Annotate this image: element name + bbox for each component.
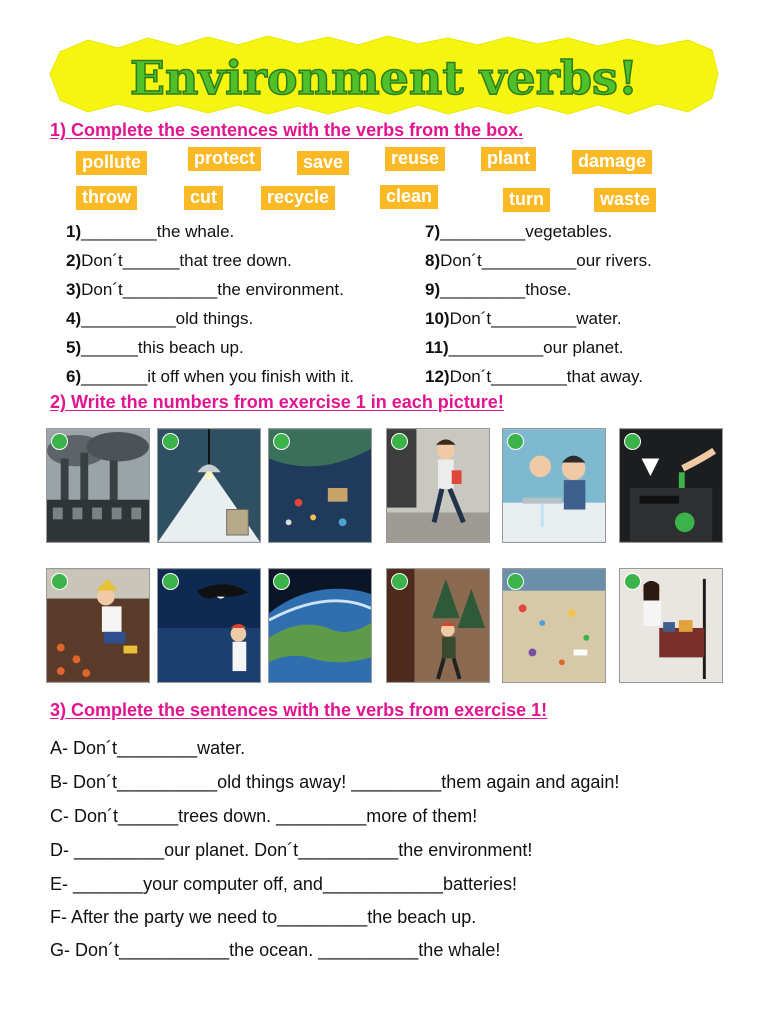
sentence-2: 2)Don´t______that tree down. [66,251,292,270]
answer-circle[interactable] [51,433,68,450]
picture-polluted-river [268,428,372,543]
exercise-2-heading: 2) Write the numbers from exercise 1 in each picture! [50,392,504,412]
exercise-3-sentence-c: C- Don´t______trees down. _________more of them! [50,806,478,826]
word-box-item: protect [188,147,261,171]
answer-circle[interactable] [162,433,179,450]
picture-boy-littering [386,428,490,543]
sentence-1: 1)________the whale. [66,222,235,241]
picture-running-tap [502,428,606,543]
title-banner [48,34,720,116]
picture-planet [268,568,372,683]
answer-circle[interactable] [391,573,408,590]
sentence-11: 11)__________our planet. [425,338,624,357]
word-box-item: damage [572,150,652,174]
sentence-7: 7)_________vegetables. [425,222,613,241]
answer-circle[interactable] [624,573,641,590]
word-box-item: throw [76,186,137,210]
word-box-item: turn [503,188,550,212]
sentence-12: 12)Don´t________that away. [425,367,644,386]
exercise-3-sentence-f: F- After the party we need to_________the beach up. [50,907,477,927]
word-box-item: plant [481,147,536,171]
exercise-3-sentence-b: B- Don´t__________old things away! _________them again and again! [50,772,620,792]
answer-circle[interactable] [273,573,290,590]
picture-factory-pollution [46,428,150,543]
word-box-item: clean [380,185,438,209]
title-text: Environment verbs! [129,51,639,105]
answer-circle[interactable] [51,573,68,590]
sentence-8: 8)Don´t__________our rivers. [425,251,652,270]
answer-circle[interactable] [273,433,290,450]
picture-recycling-bin [619,428,723,543]
sentence-6: 6)_______it off when you finish with it. [66,367,354,386]
sentence-9: 9)_________those. [425,280,572,299]
answer-circle[interactable] [624,433,641,450]
picture-reuse-clothes [619,568,723,683]
exercise-3-sentence-e: E- _______your computer off, and____________batteries! [50,874,518,894]
picture-cutting-tree [386,568,490,683]
picture-planting [46,568,150,683]
picture-lamp [157,428,261,543]
answer-circle[interactable] [391,433,408,450]
picture-whale [157,568,261,683]
exercise-3-sentence-g: G- Don´t___________the ocean. __________the whale! [50,940,501,960]
answer-circle[interactable] [507,433,524,450]
sentence-5: 5)______this beach up. [66,338,244,357]
sentence-4: 4)__________old things. [66,309,254,328]
word-box-item: reuse [385,147,445,171]
worksheet-title [48,34,720,116]
word-box-item: cut [184,186,223,210]
picture-dirty-beach [502,568,606,683]
exercise-1-heading: 1) Complete the sentences with the verbs from the box. [50,120,524,140]
word-box-item: waste [594,188,656,212]
exercise-3-heading: 3) Complete the sentences with the verbs from exercise 1! [50,700,548,720]
word-box-item: pollute [76,151,147,175]
sentence-10: 10)Don´t_________water. [425,309,622,328]
answer-circle[interactable] [162,573,179,590]
word-box-item: recycle [261,186,335,210]
sentence-3: 3)Don´t__________the environment. [66,280,344,299]
answer-circle[interactable] [507,573,524,590]
exercise-3-sentence-d: D- _________our planet. Don´t__________the environment! [50,840,533,860]
word-box-item: save [297,151,349,175]
exercise-3-sentence-a: A- Don´t________water. [50,738,246,758]
